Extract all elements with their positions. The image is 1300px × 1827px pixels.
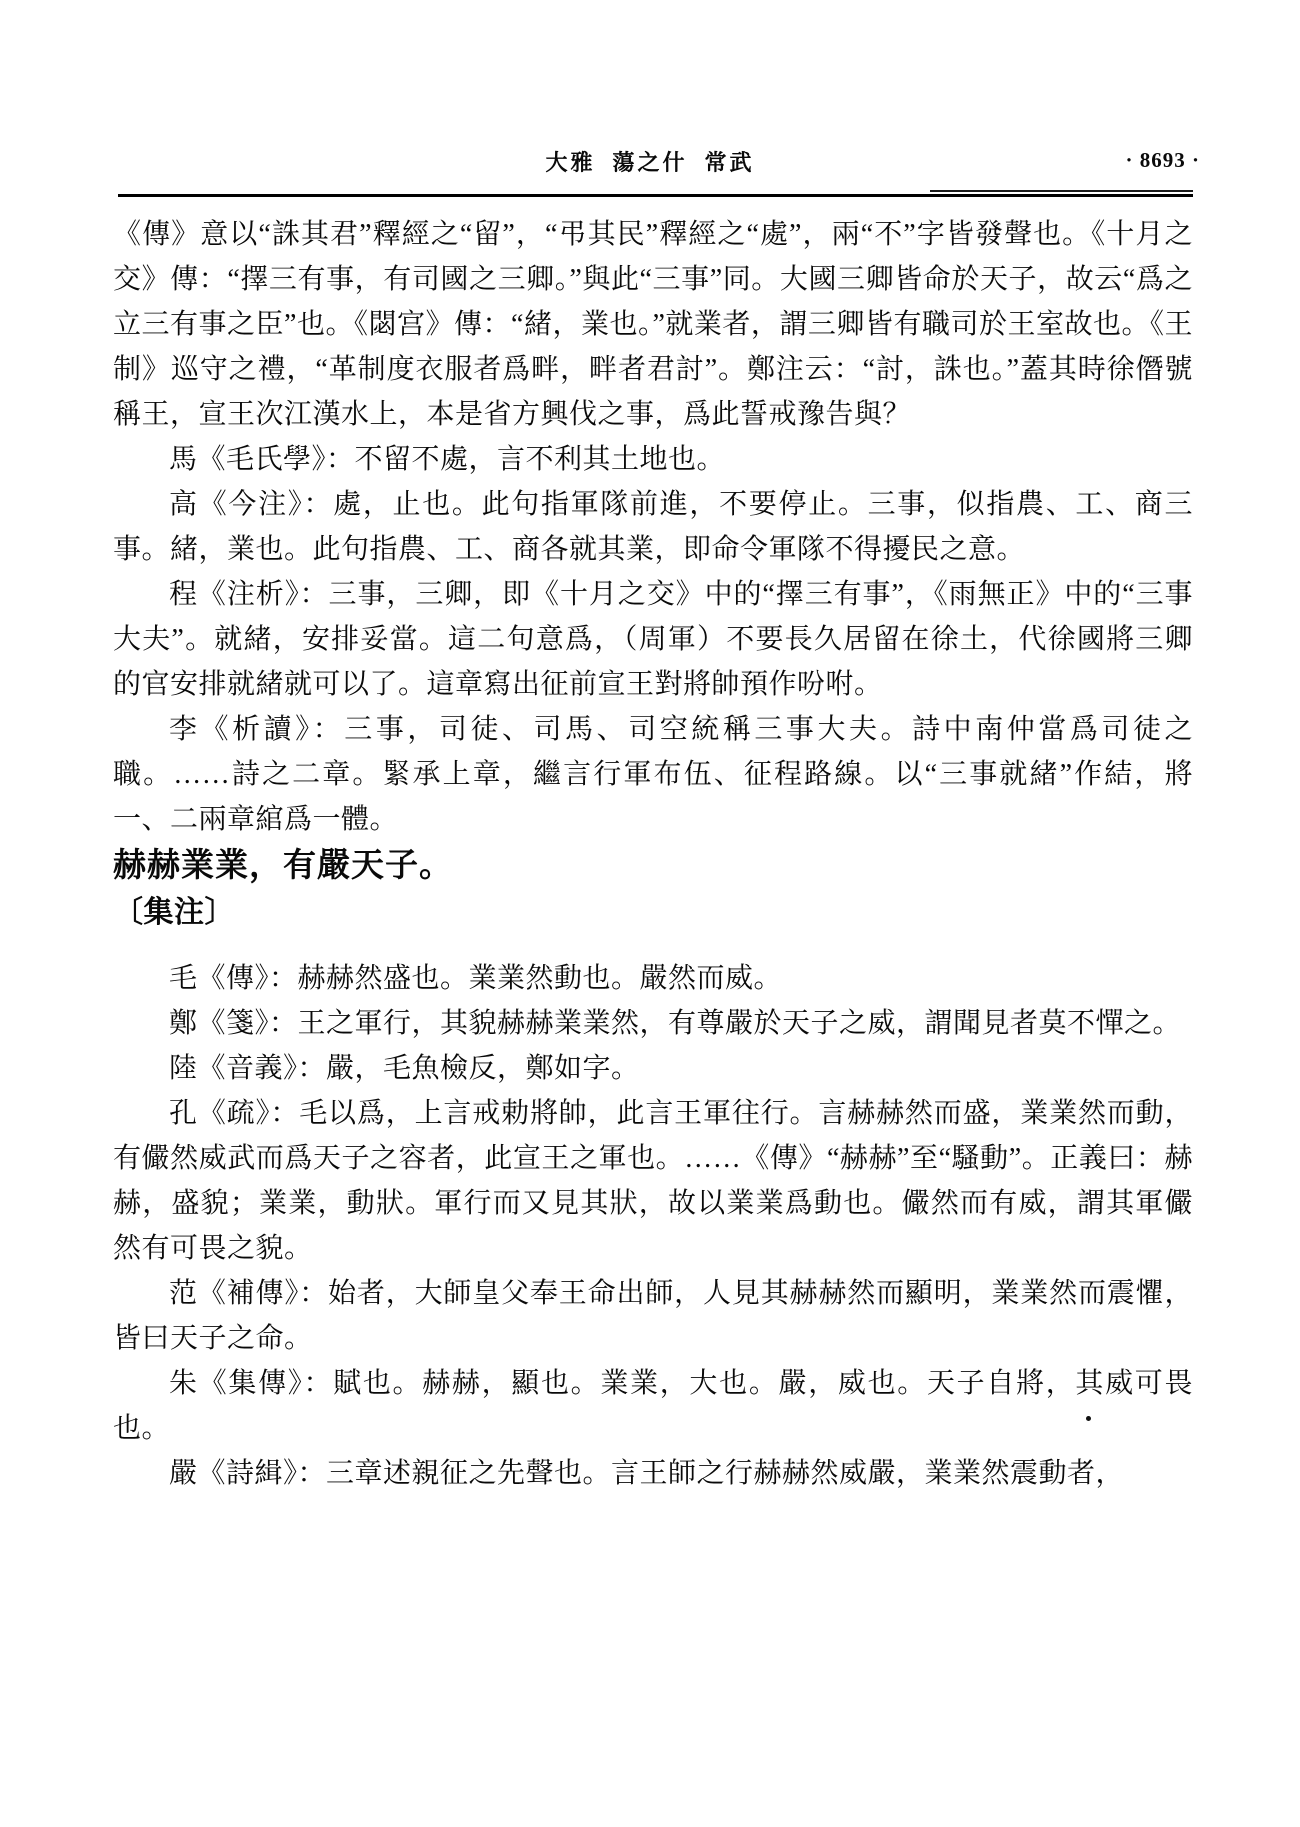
commentary-paragraph: 鄭《箋》：王之軍行，其貌赫赫業業然，有尊嚴於天子之威，謂聞見者莫不憚之。 [169,1008,1182,1039]
commentary-paragraph: 嚴《詩緝》：三章述親征之先聲也。言王師之行赫赫然威嚴，業業然震動者， [169,1458,1125,1489]
verse-heading: 赫赫業業，有嚴天子。 [113,848,453,884]
commentary-paragraph: 陸《音義》：嚴，毛魚檢反，鄭如字。 [169,1053,640,1084]
commentary-paragraph: 毛《傳》：赫赫然盛也。業業然動也。嚴然而威。 [169,963,783,994]
header-rule-scan-artifact [930,190,1193,192]
commentary-list [113,956,1193,1496]
section-heading-jizhu: 〔集注〕 [113,896,235,929]
paragraph: 程《注析》：三事，三卿，即《十月之交》中的“擇三有事”，《雨無正》中的“三事大夫”。就緒，安排妥當。這二句意爲，（周軍）不要長久居留在徐土，代徐國將三卿的官安排就緒就可以了。這章寫出征前宣王對將帥預作吩咐。 [113,579,1193,700]
commentary-paragraph: 范《補傳》：始者，大師皇父奉王命出師，人見其赫赫然而顯明，業業然而震懼，皆曰天子之命。 [113,1278,1193,1354]
commentary-paragraph: 朱《集傳》：賦也。赫赫，顯也。業業，大也。嚴，威也。天子自將，其威可畏也。 [113,1368,1193,1444]
ink-speck-artifact [1086,1416,1091,1421]
header-rule [118,194,1193,197]
paragraph: 李《析讀》：三事，司徒、司馬、司空統稱三事大夫。詩中南仲當爲司徒之職。……詩之二章。緊承上章，繼言行軍布伍、征程路線。以“三事就緒”作結，將一、二兩章綰爲一體。 [113,714,1193,835]
paragraph: 《傳》意以“誅其君”釋經之“留”，“弔其民”釋經之“處”，兩“不”字皆發聲也。《十月之交》傳：“擇三有事，有司國之三卿。”與此“三事”同。大國三卿皆命於天子，故云“爲之立三有事之臣”也。《閟宫》傳：“緒，業也。”就業者，謂三卿皆有職司於王室故也。《王制》巡守之禮，“革制度衣服者爲畔，畔者君討”。鄭注云：“討，誅也。”蓋其時徐僭號稱王，宣王次江漢水上，本是省方興伐之事，爲此誓戒豫告與？ [113,219,1193,430]
commentary-paragraph: 孔《疏》：毛以爲，上言戒勅將帥，此言王軍往行。言赫赫然而盛，業業然而動，有儼然威武而爲天子之容者，此宣王之軍也。……《傳》“赫赫”至“騷動”。正義曰：赫赫，盛貌；業業，動狀。軍行而又見其狀，故以業業爲動也。儼然而有威，謂其軍儼然有可畏之貌。 [113,1098,1193,1264]
running-head-title: 大雅 蕩之什 常武 [545,150,755,175]
paragraph: 馬《毛氏學》：不留不處，言不利其土地也。 [169,444,726,475]
page-number: · 8693 · [1125,148,1200,172]
paragraph: 高《今注》：處，止也。此句指軍隊前進，不要停止。三事，似指農、工、商三事。緒，業也。此句指農、工、商各就其業，即命令軍隊不得擾民之意。 [113,489,1193,565]
page-body [113,212,1193,1496]
